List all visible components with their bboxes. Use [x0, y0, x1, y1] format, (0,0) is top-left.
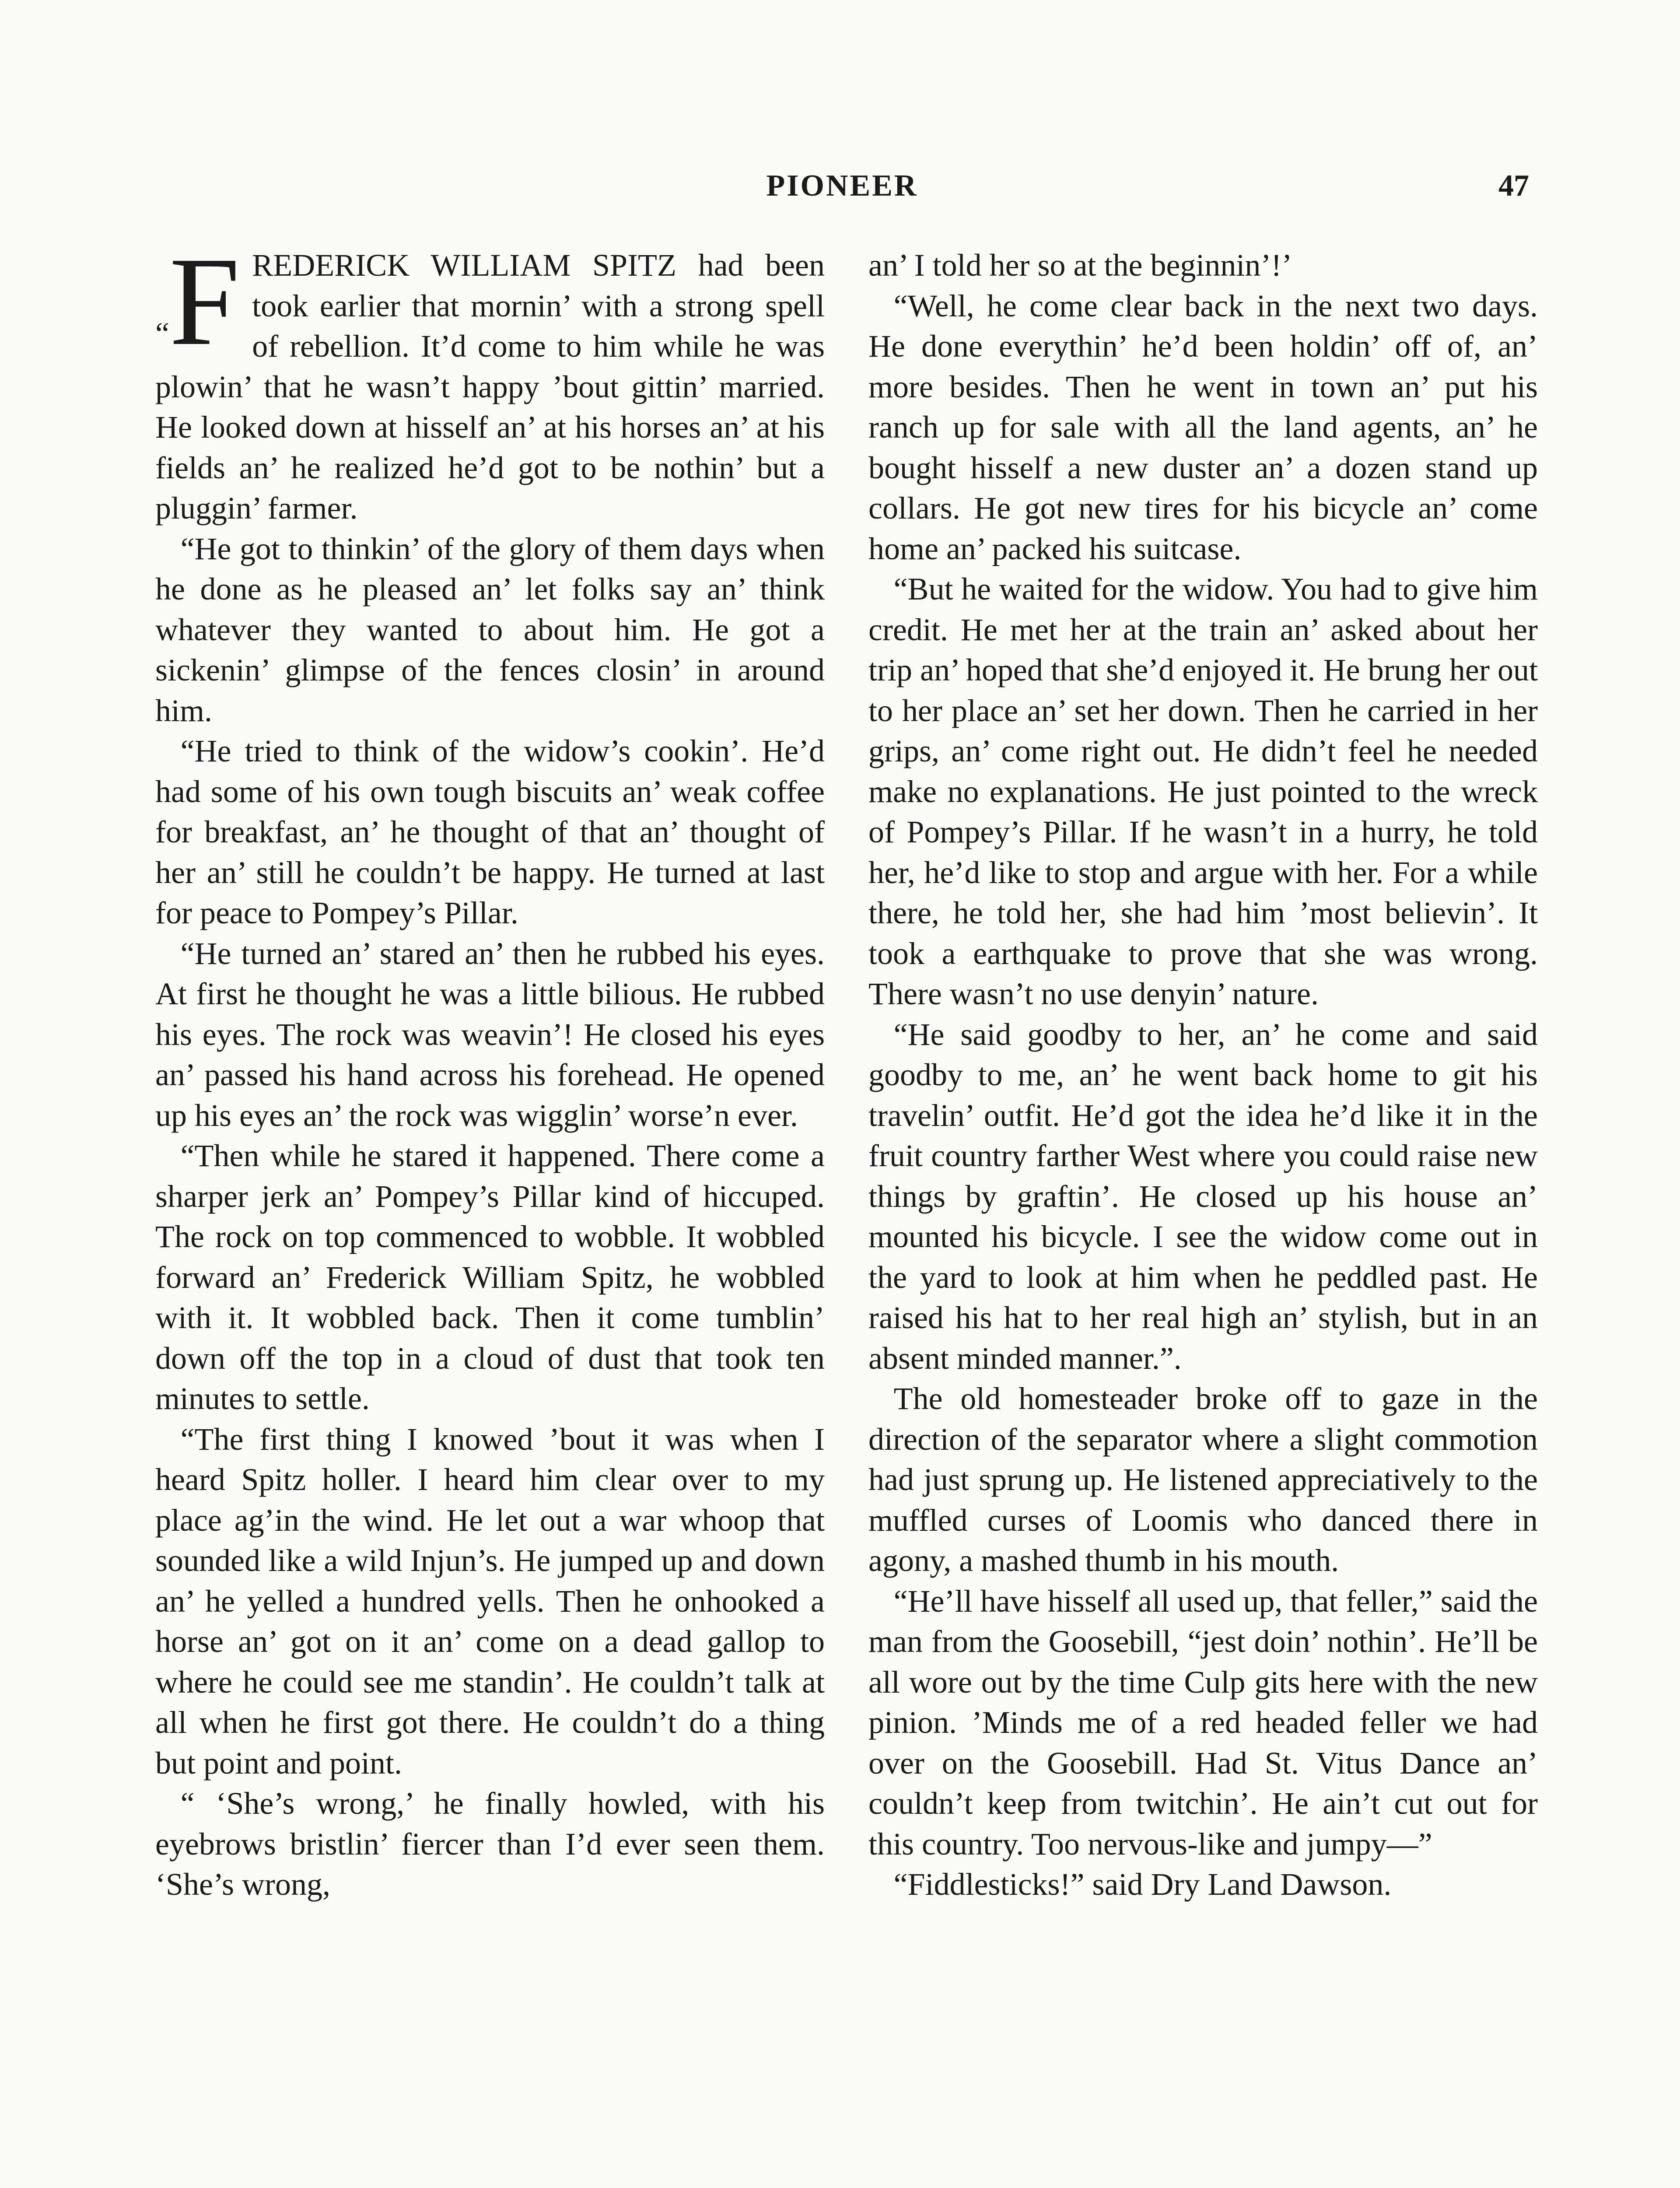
paragraph: “ ‘She’s wrong,’ he finally howled, with his eyebrows bristlin’ fiercer than I’d ever seen them. ‘She’s wrong,: [155, 1786, 825, 1902]
paragraph: an’ I told her so at the beginnin’!’: [868, 248, 1292, 283]
opening-quote: “: [155, 316, 169, 351]
paragraph: “Well, he come clear back in the next two days. He done everythin’ he’d been holdin’ off of, an’ more besides. Then he went in town an’ put his ranch up for sale with all the land agents, an’ he bought hisself a new duster an’ a dozen stand up collars. He got new tires for his bicycle an’ come home an’ packed his suitcase.: [868, 288, 1538, 566]
paragraph: The old homesteader broke off to gaze in the direction of the separator where a slight commotion had just sprung up. He listened appreciatively to the muffled curses of Loomis who danced there in agony, a mashed thumb in his mouth.: [868, 1381, 1538, 1578]
right-column: [868, 245, 1538, 1905]
paragraph: “The first thing I knowed ’bout it was when I heard Spitz holler. I heard him clear over to my place ag’in the wind. He let out a war whoop that sounded like a wild Injun’s. He jumped up and down an’ he yelled a hundred yells. Then he onhooked a horse an’ got on it an’ come on a dead gallop to where he could see me standin’. He couldn’t talk at all when he first got there. He couldn’t do a thing but point and point.: [155, 1421, 825, 1781]
paragraph: “He said goodby to her, an’ he come and said goodby to me, an’ he went back home to git his travelin’ outfit. He’d got the idea he’d like it in the fruit country farther West where you could raise new things by graftin’. He closed up his house an’ mounted his bicycle. I see the widow come out in the yard to look at him when he peddled past. He raised his hat to her real high an’ stylish, but in an absent minded manner.”.: [868, 1017, 1538, 1376]
paragraph: [155, 231, 825, 529]
paragraph: “He got to thinkin’ of the glory of them days when he done as he pleased an’ let folks say an’ think whatever they wanted to about him. He got a sickenin’ glimpse of the fences closin’ in around him.: [155, 531, 825, 728]
paragraph-text: REDERICK WILLIAM SPITZ had been took earlier that mornin’ with a strong spell of rebellion. It’d come to him while he was plowin’ that he wasn’t happy ’bout gittin’ married. He looked down at hisself an’ at his horses an’ at his fields an’ he realized he’d got to be nothin’ but a pluggin’ farmer.: [155, 248, 825, 526]
paragraph: “He tried to think of the widow’s cookin’. He’d had some of his own tough biscuits an’ weak coffee for breakfast, an’ he thought of that an’ thought of her an’ still he couldn’t be happy. He turned at last for peace to Pompey’s Pillar.: [155, 733, 825, 930]
drop-cap-letter: F: [169, 231, 240, 372]
left-column: [155, 231, 825, 1905]
drop-cap: [155, 231, 240, 372]
paragraph: “Then while he stared it happened. There come a sharper jerk an’ Pompey’s Pillar kind of hiccuped. The rock on top commenced to wobble. It wobbled forward an’ Frederick William Spitz, he wobbled with it. It wobbled back. Then it come tumblin’ down off the top in a cloud of dust that took ten minutes to settle.: [155, 1138, 825, 1416]
paragraph: “He turned an’ stared an’ then he rubbed his eyes. At first he thought he was a little bilious. He rubbed his eyes. The rock was weavin’! He closed his eyes an’ passed his hand across his forehead. He opened up his eyes an’ the rock was wigglin’ worse’n ever.: [155, 936, 825, 1133]
page-header: [155, 162, 1529, 210]
page-number: 47: [1498, 169, 1529, 203]
paragraph: “Fiddlesticks!” said Dry Land Dawson.: [893, 1867, 1392, 1902]
paragraph: “But he waited for the widow. You had to give him credit. He met her at the train an’ asked about her trip an’ hoped that she’d enjoyed it. He brung her out to her place an’ set her down. Then he carried in her grips, an’ come right out. He didn’t feel he needed make no explanations. He just pointed to the wreck of Pompey’s Pillar. If he wasn’t in a hurry, he told her, he’d like to stop and argue with her. For a while there, he told her, she had him ’most believin’. It took a earthquake to prove that she was wrong. There wasn’t no use denyin’ nature.: [868, 572, 1538, 1011]
running-title: PIONEER: [766, 169, 918, 203]
paragraph: “He’ll have hisself all used up, that feller,” said the man from the Goosebill, “jest doin’ nothin’. He’ll be all wore out by the time Culp gits here with the new pinion. ’Minds me of a red headed feller we had over on the Goosebill. Had St. Vitus Dance an’ couldn’t keep from twitchin’. He ain’t cut out for this country. Too nervous-like and jumpy—”: [868, 1583, 1538, 1862]
